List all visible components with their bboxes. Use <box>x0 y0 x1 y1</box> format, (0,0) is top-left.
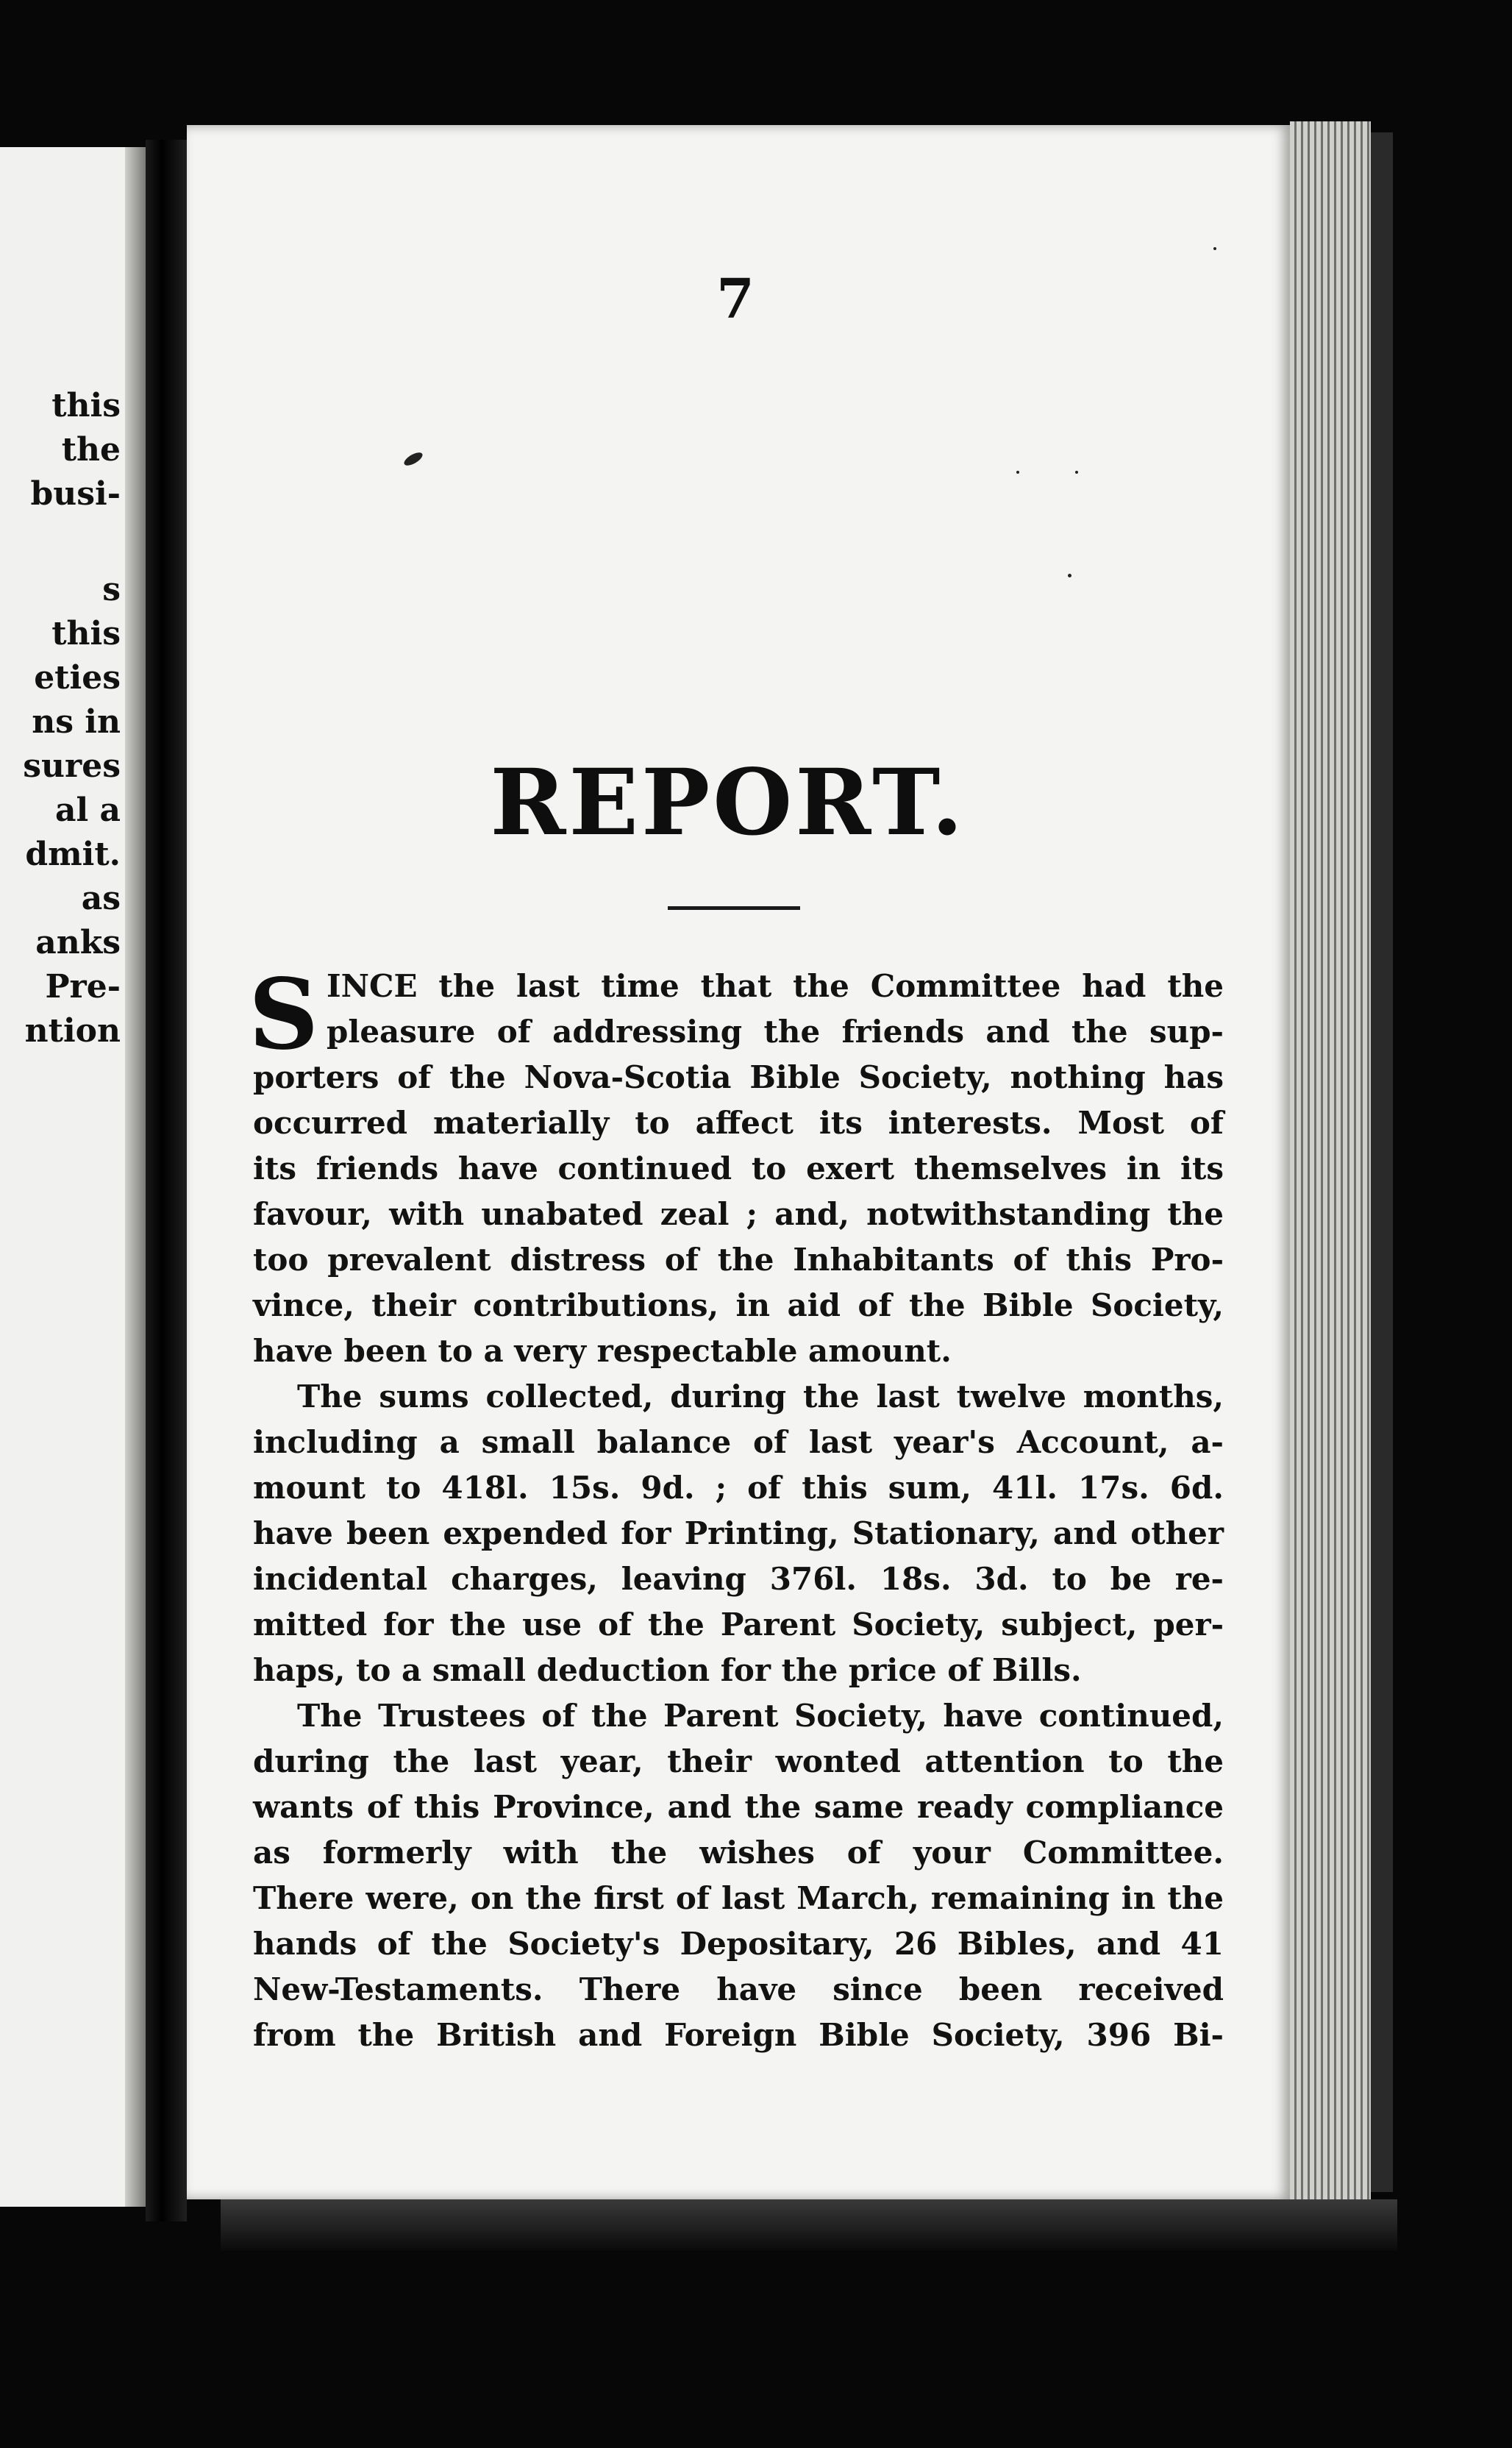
text-line: favour, with unabated zeal ; and, notwithstanding the <box>253 1196 1224 1232</box>
left-line: this <box>51 387 121 424</box>
ink-speck <box>1213 247 1216 250</box>
title-rule <box>668 906 800 910</box>
text-line: New-Testaments. There have since been received <box>253 1971 1224 2007</box>
text-line: its friends have continued to exert themselves in its <box>253 1150 1224 1186</box>
left-line: as <box>81 880 121 917</box>
text-line: wants of this Province, and the same ready compliance <box>253 1789 1224 1825</box>
book-gutter <box>146 140 187 2221</box>
text-line: porters of the Nova-Scotia Bible Society, nothing has <box>253 1059 1224 1095</box>
drop-cap: S <box>249 958 319 1072</box>
left-line: al a <box>54 791 121 829</box>
left-page-edge-shadow <box>125 147 146 2207</box>
left-line: sures <box>23 747 121 785</box>
bottom-shadow <box>221 2199 1397 2251</box>
ink-speck <box>1016 471 1019 474</box>
text-line: mount to 418l. 15s. 9d. ; of this sum, 41l. 17s. 6d. <box>253 1470 1224 1506</box>
text-line: too prevalent distress of the Inhabitants of this Pro- <box>253 1242 1224 1278</box>
text-line: The sums collected, during the last twelve months, <box>297 1378 1224 1415</box>
ink-speck <box>1075 471 1078 474</box>
left-line: busi- <box>30 475 121 513</box>
text-line: from the British and Foreign Bible Society, 396 Bi- <box>253 2017 1224 2053</box>
text-line: have been to a very respectable amount. <box>253 1333 952 1369</box>
left-line: ns in <box>32 703 121 741</box>
text-line: occurred materially to affect its interests. Most of <box>253 1105 1224 1141</box>
text-line: including a small balance of last year's Account, a- <box>253 1424 1224 1460</box>
text-line: hands of the Society's Depositary, 26 Bibles, and 41 <box>253 1926 1224 1962</box>
left-line: eties <box>34 659 121 697</box>
text-line: have been expended for Printing, Stationary, and other <box>253 1515 1224 1551</box>
text-line: during the last year, their wonted attention to the <box>253 1743 1224 1779</box>
left-line: ntion <box>24 1012 121 1050</box>
text-line: INCE the last time that the Committee had the <box>327 968 1224 1004</box>
text-line: haps, to a small deduction for the price of Bills. <box>253 1652 1082 1688</box>
text-line: mitted for the use of the Parent Society, subject, per- <box>253 1606 1224 1643</box>
left-line: s <box>102 571 121 608</box>
left-line: anks <box>35 924 121 961</box>
left-line: dmit. <box>25 836 121 873</box>
text-line: There were, on the first of last March, remaining in the <box>253 1880 1224 1916</box>
text-line: incidental charges, leaving 376l. 18s. 3d. to be re- <box>253 1561 1224 1597</box>
text-line: vince, their contributions, in aid of the Bible Society, <box>253 1287 1224 1323</box>
page-edges <box>1290 121 1371 2203</box>
text-line: pleasure of addressing the friends and the sup- <box>327 1014 1224 1050</box>
page-title: REPORT. <box>490 750 966 856</box>
previous-page-fragment <box>0 147 146 2207</box>
ink-speck <box>1068 574 1071 577</box>
text-line: The Trustees of the Parent Society, have continued, <box>297 1698 1224 1734</box>
page-edges-shadow <box>1371 132 1393 2192</box>
text-line: as formerly with the wishes of your Committee. <box>253 1835 1224 1871</box>
left-line: this <box>51 615 121 652</box>
left-line: the <box>61 431 121 469</box>
left-line: Pre- <box>45 968 121 1006</box>
page-number: 7 <box>716 268 755 331</box>
